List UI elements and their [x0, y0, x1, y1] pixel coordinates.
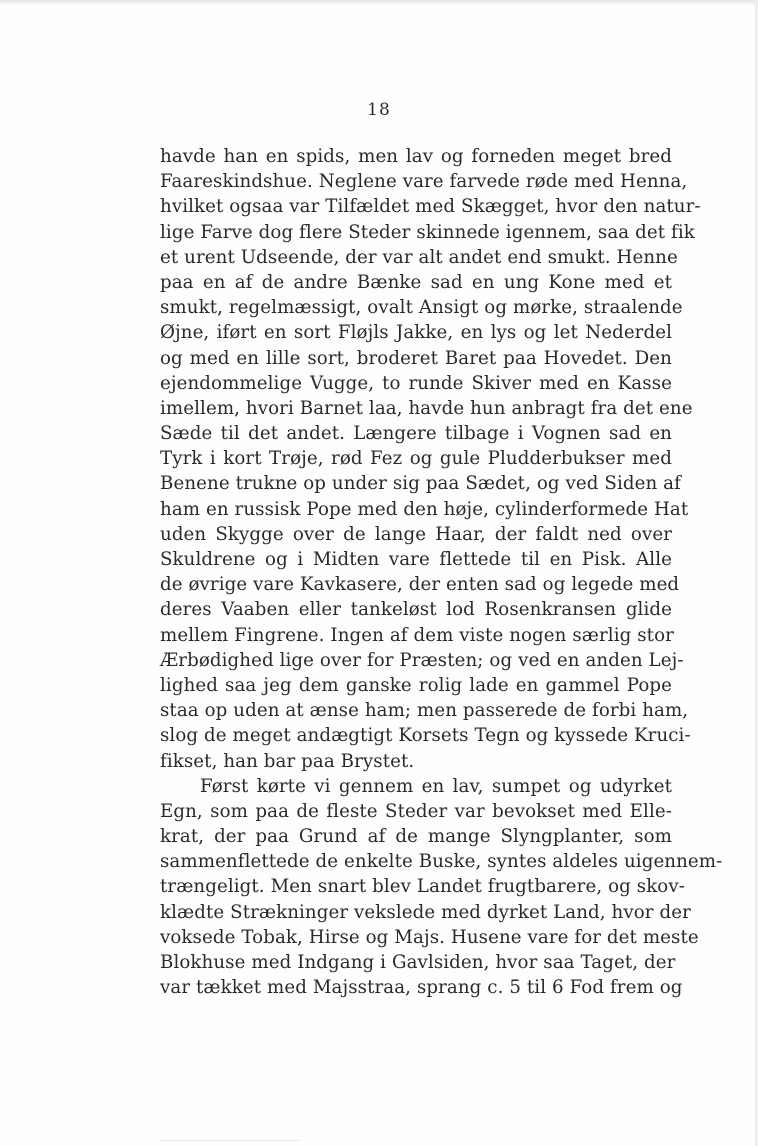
text-line: uden Skygge over de lange Haar, der faldt ned over — [160, 523, 672, 545]
text-line: sammenflettede de enkelte Buske, syntes aldeles uigennem- — [160, 851, 723, 873]
page-number: 18 — [367, 100, 391, 120]
text-line: Benene trukne op under sig paa Sædet, og ved Siden af — [160, 473, 681, 495]
text-line: imellem, hvori Barnet laa, havde hun anbragt fra det ene — [160, 397, 693, 419]
text-line: et urent Udseende, der var alt andet end smukt. Henne — [160, 246, 678, 268]
text-line: staa op uden at ænse ham; men passerede de forbi ham, — [160, 700, 689, 722]
text-line: paa en af de andre Bænke sad en ung Kone med et — [160, 271, 672, 293]
page-bottom-mark — [160, 1140, 300, 1141]
text-line: krat, der paa Grund af de mange Slyngplanter, som — [160, 826, 672, 848]
text-line: var tækket med Majsstraa, sprang c. 5 til 6 Fod frem og — [160, 977, 683, 999]
text-line: Blokhuse med Indgang i Gavlsiden, hvor saa Taget, der — [160, 952, 676, 973]
text-line: deres Vaaben eller tankeløst lod Rosenkransen glide — [160, 599, 672, 621]
paragraph-end-line: fikset, han bar paa Brystet. — [160, 750, 415, 772]
text-line: smukt, regelmæssigt, ovalt Ansigt og mørke, straalende — [160, 297, 683, 319]
text-line: lige Farve dog flere Steder skinnede igennem, saa det fik — [160, 221, 695, 243]
text-line: Tyrk i kort Trøje, rød Fez og gule Pludderbukser med — [160, 448, 672, 470]
text-line: Skuldrene og i Midten vare flettede til en Pisk. Alle — [160, 549, 672, 570]
text-line: slog de meget andægtigt Korsets Tegn og kyssede Kruci- — [160, 725, 691, 747]
text-line: trængeligt. Men snart blev Landet frugtbarere, og skov- — [160, 876, 685, 898]
text-line: Øjne, iført en sort Fløjls Jakke, en lys og let Nederdel — [160, 322, 672, 344]
text-line: ham en russisk Pope med den høje, cylinderformede Hat — [160, 498, 689, 520]
text-line: Faareskindshue. Neglene vare farvede røde med Henna, — [160, 171, 688, 193]
text-line: mellem Fingrene. Ingen af dem viste nogen særlig stor — [160, 624, 674, 646]
text-line: Egn, som paa de fleste Steder var bevokset med Elle- — [160, 800, 672, 822]
body-text — [160, 144, 723, 1000]
text-line: ejendommelige Vugge, to runde Skiver med en Kasse — [160, 372, 672, 394]
page-top-edge — [0, 0, 758, 6]
text-line: hvilket ogsaa var Tilfældet med Skægget, hvor den natur- — [160, 196, 701, 218]
text-line: Sæde til det andet. Længere tilbage i Vognen sad en — [160, 423, 672, 445]
paragraph-start-line: Først kørte vi gennem en lav, sumpet og udyrket — [200, 775, 672, 797]
text-line: havde han en spids, men lav og forneden meget bred — [160, 146, 672, 167]
text-line: lighed saa jeg dem ganske rolig lade en gammel Pope — [160, 674, 672, 696]
text-line: Ærbødighed lige over for Præsten; og ved en anden Lej- — [160, 649, 684, 671]
text-line: voksede Tobak, Hirse og Majs. Husene vare for det meste — [160, 926, 699, 948]
text-line: de øvrige vare Kavkasere, der enten sad og legede med — [160, 574, 680, 596]
text-line: klædte Strækninger vekslede med dyrket Land, hvor der — [160, 901, 691, 923]
text-line: og med en lille sort, broderet Baret paa Hovedet. Den — [160, 347, 672, 369]
